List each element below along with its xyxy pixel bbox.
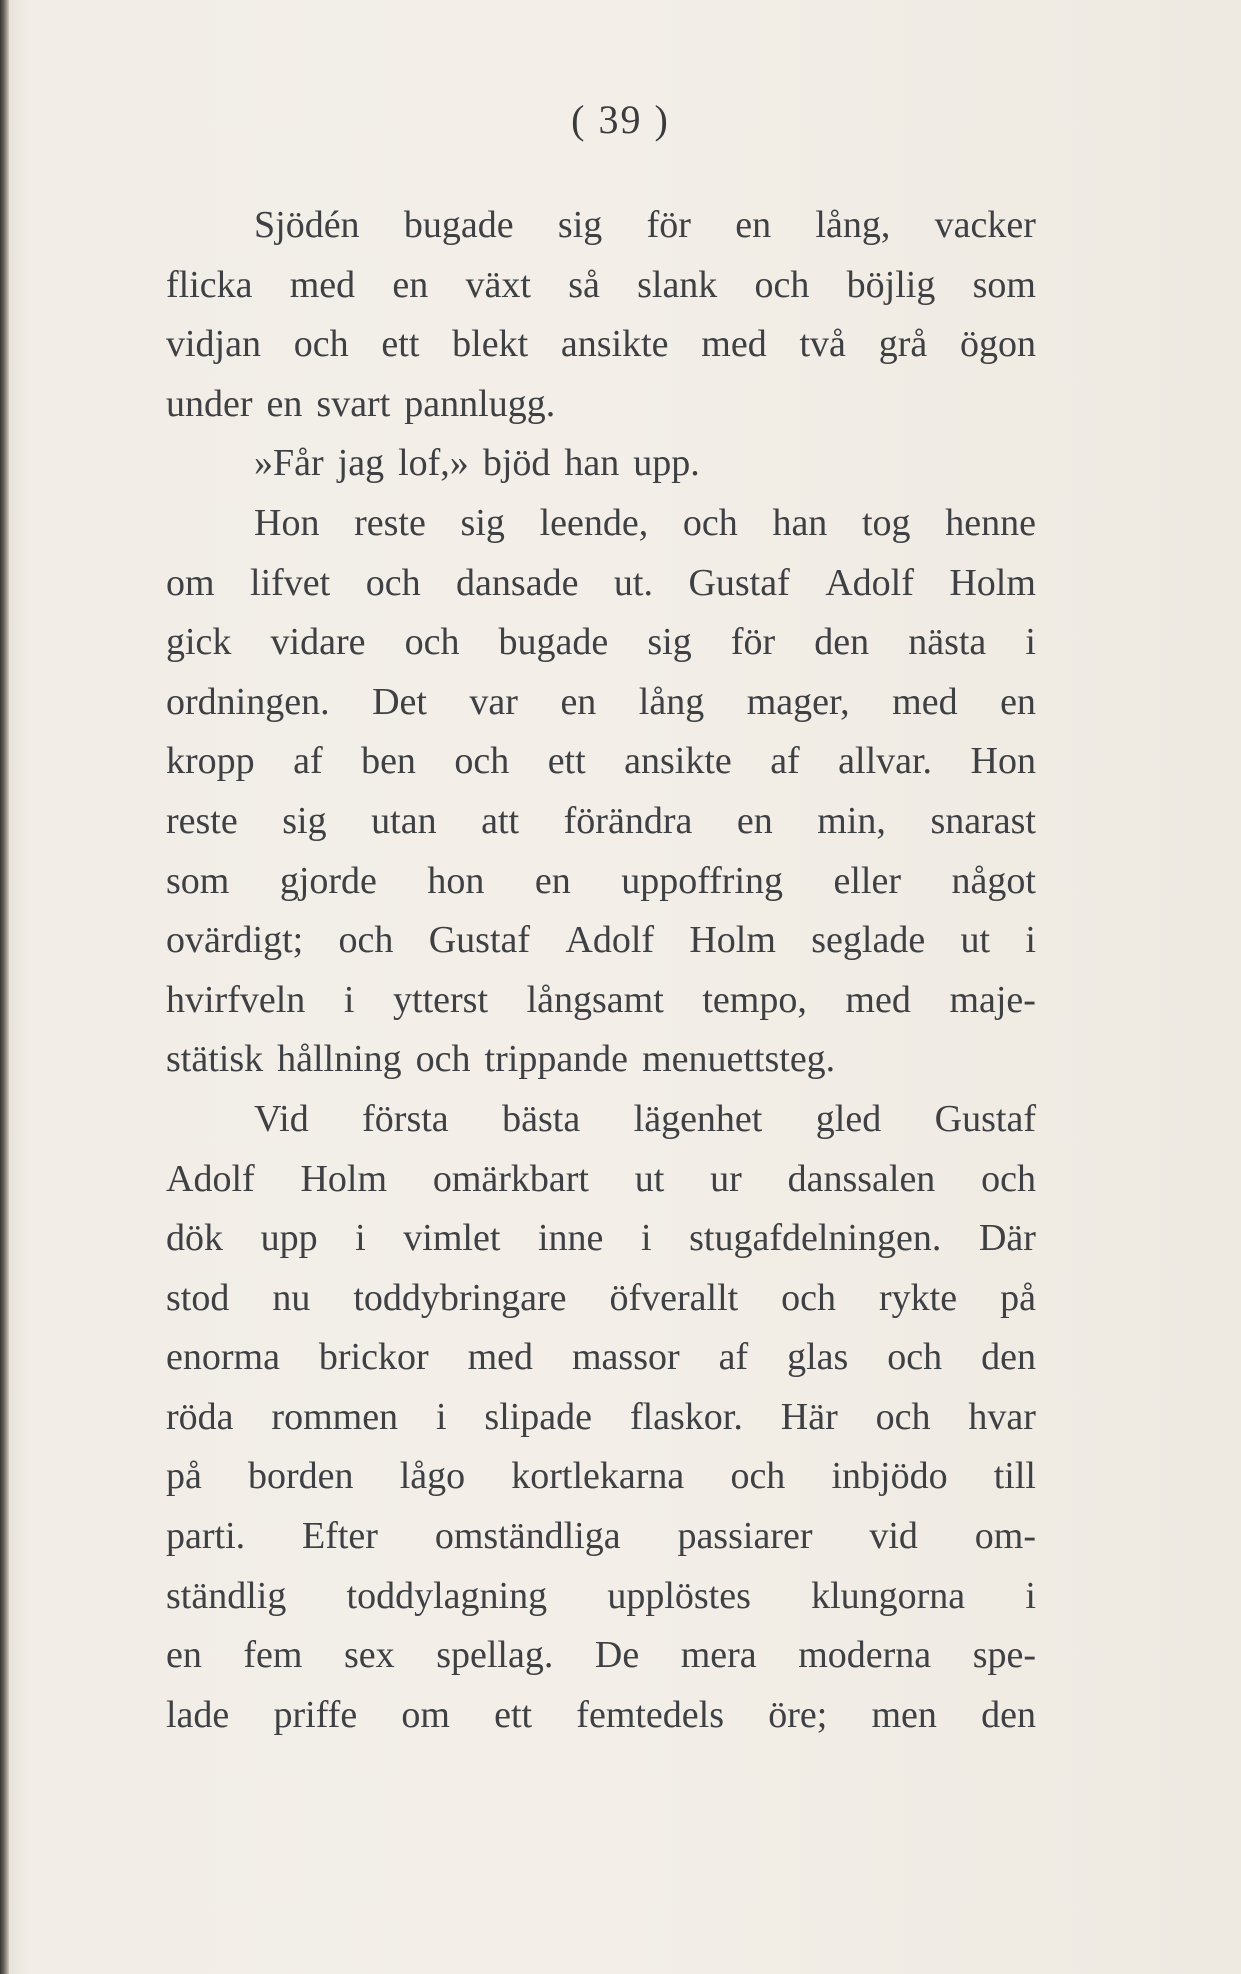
word: den <box>981 1336 1036 1379</box>
word: toddylagning <box>346 1574 548 1617</box>
word: ur <box>710 1157 742 1200</box>
word: bjöd <box>482 442 551 485</box>
text-line <box>166 494 1036 554</box>
word: sex <box>344 1634 395 1677</box>
word: slipade <box>484 1395 593 1438</box>
word: Gustaf <box>688 561 790 604</box>
word: i <box>355 1217 366 1260</box>
word: femtedels <box>576 1693 725 1736</box>
word: inbjödo <box>831 1455 948 1498</box>
word: sig <box>282 799 327 842</box>
word: jag <box>337 442 385 485</box>
text-line <box>166 554 1036 614</box>
word: kropp <box>166 740 255 783</box>
word: massor <box>571 1336 680 1379</box>
text-line <box>166 315 1036 375</box>
word: och <box>404 621 460 664</box>
word: som <box>972 263 1036 306</box>
word: vacker <box>934 204 1036 246</box>
word: af <box>770 740 800 783</box>
word: upp <box>260 1217 318 1260</box>
word: vidare <box>270 621 366 664</box>
word: och <box>454 740 510 783</box>
word: toddybringare <box>353 1276 567 1319</box>
word: priffe <box>273 1693 358 1736</box>
word: rykte <box>879 1276 958 1319</box>
word: snarast <box>930 799 1036 842</box>
word: Här <box>780 1395 838 1438</box>
word: Hon <box>970 740 1036 783</box>
word: i <box>1025 621 1036 664</box>
word: böjlig <box>846 263 936 306</box>
word: den <box>981 1693 1036 1736</box>
word: Gustaf <box>428 919 531 962</box>
word: passiarer <box>677 1515 813 1558</box>
binding-edge <box>0 0 9 1974</box>
word: ansikte <box>624 740 732 783</box>
word: Vid <box>254 1097 309 1140</box>
text-line <box>166 1686 1036 1746</box>
word: mager, <box>746 680 850 723</box>
word: hvirfveln <box>166 978 306 1021</box>
word: en <box>1000 680 1036 723</box>
word: tog <box>861 501 911 544</box>
word: och <box>365 561 421 604</box>
word: röda <box>166 1395 234 1438</box>
word: henne <box>945 501 1036 544</box>
word: han <box>564 442 620 485</box>
word: af <box>718 1336 749 1379</box>
word: stod <box>166 1276 230 1319</box>
text-line <box>166 1507 1036 1567</box>
word: dansade <box>456 561 579 604</box>
word: långsamt <box>526 978 664 1021</box>
word: hon <box>427 859 485 902</box>
word: Adolf <box>825 561 914 604</box>
word: stugafdelningen. <box>689 1217 942 1260</box>
word: och <box>415 1038 471 1081</box>
word: med <box>467 1336 534 1379</box>
word: reste <box>166 799 238 842</box>
word: ett <box>381 323 420 366</box>
text-line <box>166 1150 1036 1210</box>
word: stätisk <box>166 1038 264 1081</box>
word: gick <box>166 621 232 664</box>
text-line <box>166 1388 1036 1448</box>
word: ut <box>960 919 991 962</box>
word: moderna <box>798 1634 932 1677</box>
word: hållning <box>277 1038 402 1081</box>
word: en <box>266 382 303 425</box>
word: en <box>735 204 772 246</box>
word: ytterst <box>393 978 488 1021</box>
text-line <box>166 971 1036 1031</box>
text-line <box>166 196 1036 256</box>
text-line <box>166 1090 1036 1150</box>
word: uppoffring <box>621 859 784 902</box>
word: öfverallt <box>609 1276 739 1319</box>
word: »Får <box>254 442 324 485</box>
word: flicka <box>166 263 253 306</box>
text-line <box>166 852 1036 912</box>
text-line <box>166 673 1036 733</box>
word: omärkbart <box>432 1157 589 1200</box>
text-line <box>166 1030 1036 1090</box>
word: sig <box>557 204 603 246</box>
word: ordningen. <box>166 680 330 723</box>
word: så <box>568 263 600 306</box>
text-line <box>166 1626 1036 1686</box>
word: och <box>682 501 738 544</box>
word: Holm <box>300 1157 388 1200</box>
word: under <box>166 382 253 425</box>
word: seglade <box>811 919 926 962</box>
word: en <box>560 680 597 723</box>
word: och <box>338 919 394 962</box>
word: svart <box>316 382 391 425</box>
word: att <box>481 799 520 842</box>
word: ett <box>494 1693 533 1736</box>
word: Sjödén <box>254 204 360 246</box>
word: Adolf <box>565 919 655 962</box>
word: lång, <box>815 204 891 246</box>
word: gjorde <box>279 859 377 902</box>
word: i <box>343 978 355 1021</box>
text-line <box>166 911 1036 971</box>
word: ett <box>547 740 586 783</box>
word: växt <box>465 263 531 306</box>
word: slank <box>637 263 718 306</box>
word: maje- <box>949 978 1036 1021</box>
word: Gustaf <box>934 1097 1036 1140</box>
word: ovärdigt; <box>166 919 304 962</box>
word: lågo <box>399 1455 466 1498</box>
word: öre; <box>768 1693 828 1736</box>
word: till <box>993 1455 1036 1498</box>
word: en <box>534 859 571 902</box>
word: min, <box>817 799 886 842</box>
word: danssalen <box>787 1157 936 1200</box>
word: som <box>166 859 230 902</box>
word: förändra <box>563 799 693 842</box>
text-line <box>166 1567 1036 1627</box>
word: en <box>166 1634 202 1677</box>
text-line <box>166 1209 1036 1269</box>
word: med <box>701 323 767 366</box>
text-line <box>166 1328 1036 1388</box>
word: för <box>646 204 691 246</box>
word: och <box>875 1395 931 1438</box>
word: i <box>435 1395 447 1438</box>
body-text <box>166 196 1036 1745</box>
word: spellag. <box>436 1634 554 1677</box>
text-line <box>166 434 1036 494</box>
word: ut. <box>613 561 653 604</box>
word: sig <box>647 621 692 664</box>
word: en <box>736 799 773 842</box>
word: med <box>892 680 958 723</box>
word: och <box>754 263 810 306</box>
word: bugade <box>498 621 609 664</box>
word: brickor <box>318 1336 429 1379</box>
word: omständliga <box>434 1515 621 1558</box>
word: lade <box>166 1693 230 1736</box>
word: spe- <box>972 1634 1036 1677</box>
word: flaskor. <box>629 1395 743 1438</box>
word: var <box>469 680 518 723</box>
word: ögon <box>960 323 1036 366</box>
word: ansikte <box>560 323 669 366</box>
word: och <box>730 1455 786 1498</box>
word: parti. <box>166 1515 246 1558</box>
text-line <box>166 792 1036 852</box>
word: reste <box>354 501 426 544</box>
text-line <box>166 1269 1036 1329</box>
word: trippande <box>484 1038 629 1081</box>
word: vid <box>869 1515 918 1558</box>
word: allvar. <box>838 740 933 783</box>
text-line <box>166 256 1036 316</box>
word: nu <box>272 1276 311 1319</box>
word: Det <box>372 680 427 723</box>
word: med <box>845 978 911 1021</box>
word: om <box>401 1693 450 1736</box>
word: tempo, <box>702 978 807 1021</box>
word: något <box>951 859 1036 902</box>
word: hvar <box>968 1395 1036 1438</box>
word: mera <box>680 1634 757 1677</box>
word: om <box>166 561 215 604</box>
word: på <box>1000 1276 1036 1319</box>
word: fem <box>243 1634 303 1677</box>
word: om- <box>974 1515 1036 1558</box>
word: ben <box>361 740 416 783</box>
word: borden <box>248 1455 354 1498</box>
word: och <box>981 1157 1036 1200</box>
page-number: ( 39 ) <box>571 97 670 142</box>
text-line <box>166 732 1036 792</box>
word: menuettsteg. <box>642 1038 836 1081</box>
word: upplöstes <box>607 1574 751 1617</box>
word: ständlig <box>166 1574 287 1617</box>
word: inne <box>537 1217 604 1260</box>
word: två <box>799 323 846 366</box>
word: med <box>289 263 356 306</box>
word: Hon <box>254 501 320 544</box>
word: och <box>887 1336 943 1379</box>
word: upp. <box>633 442 700 485</box>
word: i <box>1025 919 1036 962</box>
word: Efter <box>302 1515 378 1558</box>
word: dök <box>166 1217 223 1260</box>
word: Adolf <box>166 1157 255 1200</box>
word: gled <box>815 1097 882 1140</box>
word: utan <box>371 799 437 842</box>
word: nästa <box>908 621 987 664</box>
word: men <box>871 1693 937 1736</box>
word: vimlet <box>403 1217 501 1260</box>
word: pannlugg. <box>404 382 556 425</box>
word: och <box>781 1276 837 1319</box>
word: den <box>814 621 870 664</box>
word: Där <box>978 1217 1036 1260</box>
word: leende, <box>539 501 649 544</box>
word: i <box>1025 1574 1036 1617</box>
word: grå <box>878 323 928 366</box>
word: i <box>641 1217 652 1260</box>
word: och <box>293 323 349 366</box>
word: af <box>293 740 323 783</box>
word: Holm <box>689 919 776 962</box>
word: klungorna <box>811 1574 966 1617</box>
word: på <box>166 1455 202 1498</box>
word: bugade <box>403 204 514 246</box>
word: rommen <box>271 1395 399 1438</box>
word: en <box>392 263 429 306</box>
word: han <box>772 501 828 544</box>
word: sig <box>460 501 505 544</box>
word: lifvet <box>250 561 331 604</box>
word: lång <box>638 680 705 723</box>
word: lof,» <box>398 442 469 485</box>
word: Holm <box>949 561 1036 604</box>
word: glas <box>787 1336 849 1379</box>
text-line <box>166 613 1036 673</box>
word: för <box>730 621 776 664</box>
text-line <box>166 375 1036 435</box>
word: De <box>594 1634 640 1677</box>
word: bästa <box>502 1097 581 1140</box>
text-line <box>166 1447 1036 1507</box>
word: kortlekarna <box>511 1455 685 1498</box>
word: blekt <box>452 323 529 366</box>
word: vidjan <box>166 323 261 366</box>
word: enorma <box>166 1336 280 1379</box>
word: första <box>362 1097 449 1140</box>
word: ut <box>634 1157 665 1200</box>
word: lägenhet <box>633 1097 763 1140</box>
word: eller <box>833 859 902 902</box>
